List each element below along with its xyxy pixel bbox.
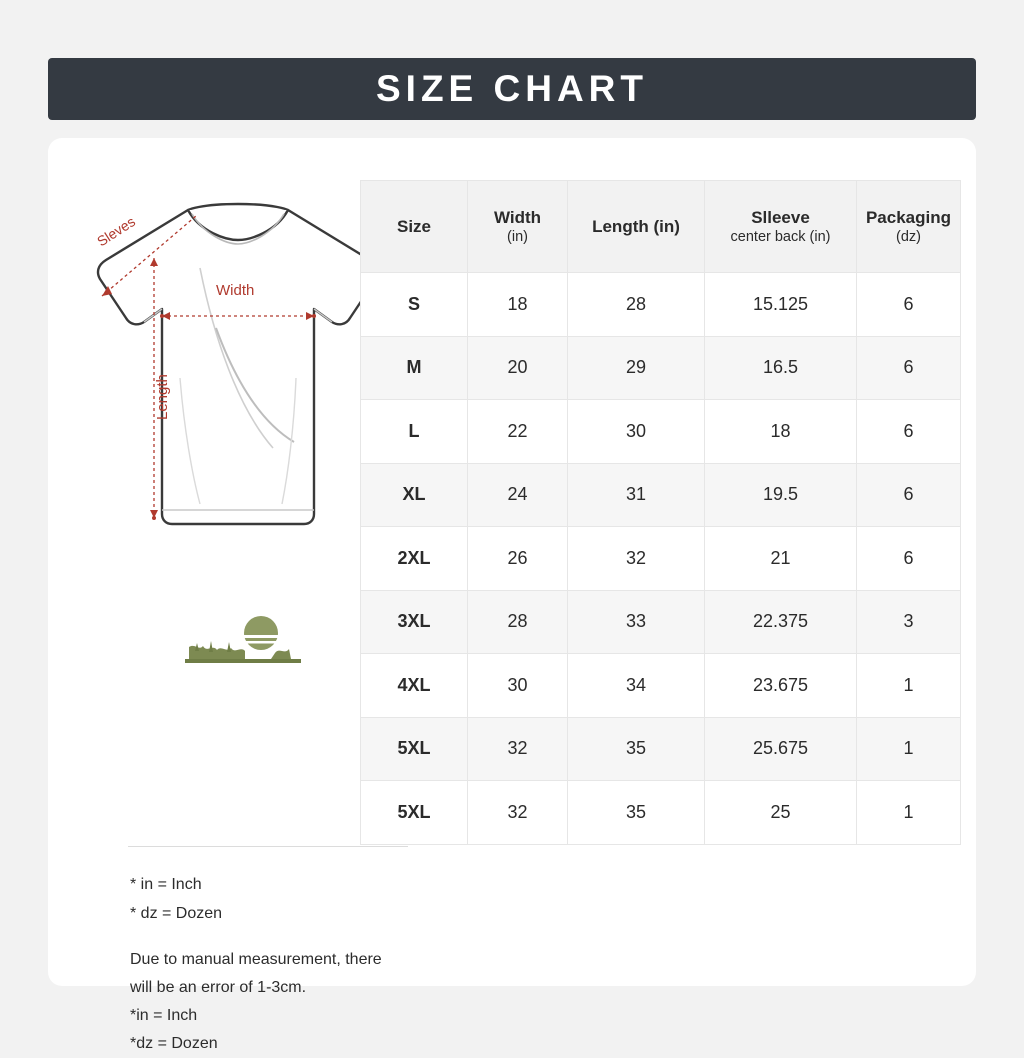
header-sleeve-sub: center back (in) [730, 229, 831, 246]
cell-sleeve: 19.5 [705, 463, 857, 527]
table-row [361, 463, 961, 527]
cell-size: 5XL [361, 717, 468, 781]
sleeves-measure-label: Sleves [94, 213, 138, 250]
header-packaging [857, 181, 961, 273]
cell-length: 31 [568, 463, 705, 527]
content-card [48, 138, 976, 1052]
header-width-sub: (in) [507, 229, 528, 246]
table-body [361, 273, 961, 845]
cell-width: 22 [468, 400, 568, 464]
cell-size: M [361, 336, 468, 400]
table-row [361, 273, 961, 337]
cell-length: 35 [568, 781, 705, 845]
cell-length: 30 [568, 400, 705, 464]
cell-length: 34 [568, 654, 705, 718]
cell-width: 26 [468, 527, 568, 591]
cell-size: L [361, 400, 468, 464]
table-row [361, 590, 961, 654]
cell-packaging: 6 [857, 527, 961, 591]
brand-logo-icon [183, 613, 303, 668]
cell-width: 24 [468, 463, 568, 527]
header-width-main: Width [493, 207, 542, 227]
notes-divider [128, 846, 408, 847]
cell-size: 5XL [361, 781, 468, 845]
cell-sleeve: 15.125 [705, 273, 857, 337]
header-size [361, 181, 468, 273]
cell-width: 32 [468, 717, 568, 781]
cell-length: 29 [568, 336, 705, 400]
cell-sleeve: 16.5 [705, 336, 857, 400]
disclaimer-notes [130, 946, 388, 1058]
cell-size: 4XL [361, 654, 468, 718]
cell-sleeve: 25 [705, 781, 857, 845]
unit-note-inch: * in = Inch [130, 876, 202, 893]
cell-length: 28 [568, 273, 705, 337]
table-header [361, 181, 961, 273]
cell-size: 3XL [361, 590, 468, 654]
table-row [361, 527, 961, 591]
cell-sleeve: 21 [705, 527, 857, 591]
cell-size: S [361, 273, 468, 337]
disclaimer-inch: *in = Inch [130, 1007, 198, 1024]
width-measure-label: Width [216, 282, 255, 299]
table-row [361, 336, 961, 400]
header-packaging-sub: (dz) [896, 229, 921, 246]
cell-width: 30 [468, 654, 568, 718]
unit-notes [130, 870, 222, 928]
cell-sleeve: 23.675 [705, 654, 857, 718]
cell-sleeve: 25.675 [705, 717, 857, 781]
cell-width: 18 [468, 273, 568, 337]
cell-packaging: 6 [857, 400, 961, 464]
cell-size: XL [361, 463, 468, 527]
cell-width: 32 [468, 781, 568, 845]
header-length-main: Length (in) [592, 216, 680, 236]
header-width [468, 181, 568, 273]
cell-length: 35 [568, 717, 705, 781]
cell-length: 33 [568, 590, 705, 654]
cell-packaging: 1 [857, 717, 961, 781]
illustration-panel [88, 198, 388, 1052]
length-measure-label: Length [154, 374, 171, 420]
cell-packaging: 6 [857, 463, 961, 527]
tshirt-icon [88, 198, 388, 598]
header-sleeve-main: Slleeve [751, 207, 810, 227]
cell-packaging: 1 [857, 654, 961, 718]
cell-width: 20 [468, 336, 568, 400]
cell-width: 28 [468, 590, 568, 654]
cell-length: 32 [568, 527, 705, 591]
header-packaging-main: Packaging [865, 207, 952, 227]
header-banner [48, 58, 976, 120]
tshirt-diagram [88, 198, 388, 598]
disclaimer-dozen: *dz = Dozen [130, 1035, 218, 1052]
table-row [361, 400, 961, 464]
cell-sleeve: 22.375 [705, 590, 857, 654]
header-sleeve [705, 181, 857, 273]
unit-note-dozen: * dz = Dozen [130, 905, 223, 922]
table-row [361, 717, 961, 781]
header-length [568, 181, 705, 273]
cell-packaging: 6 [857, 273, 961, 337]
table-row [361, 654, 961, 718]
size-table-wrapper [360, 180, 960, 845]
table-header-row [361, 181, 961, 273]
page-title: SIZE CHART [376, 68, 648, 109]
table-row [361, 781, 961, 845]
disclaimer-measurement: Due to manual measurement, there will be an error of 1-3cm. [130, 951, 382, 996]
cell-packaging: 1 [857, 781, 961, 845]
header-size-main: Size [396, 216, 432, 236]
cell-packaging: 3 [857, 590, 961, 654]
cell-size: 2XL [361, 527, 468, 591]
cell-packaging: 6 [857, 336, 961, 400]
cell-sleeve: 18 [705, 400, 857, 464]
size-table [360, 180, 961, 845]
